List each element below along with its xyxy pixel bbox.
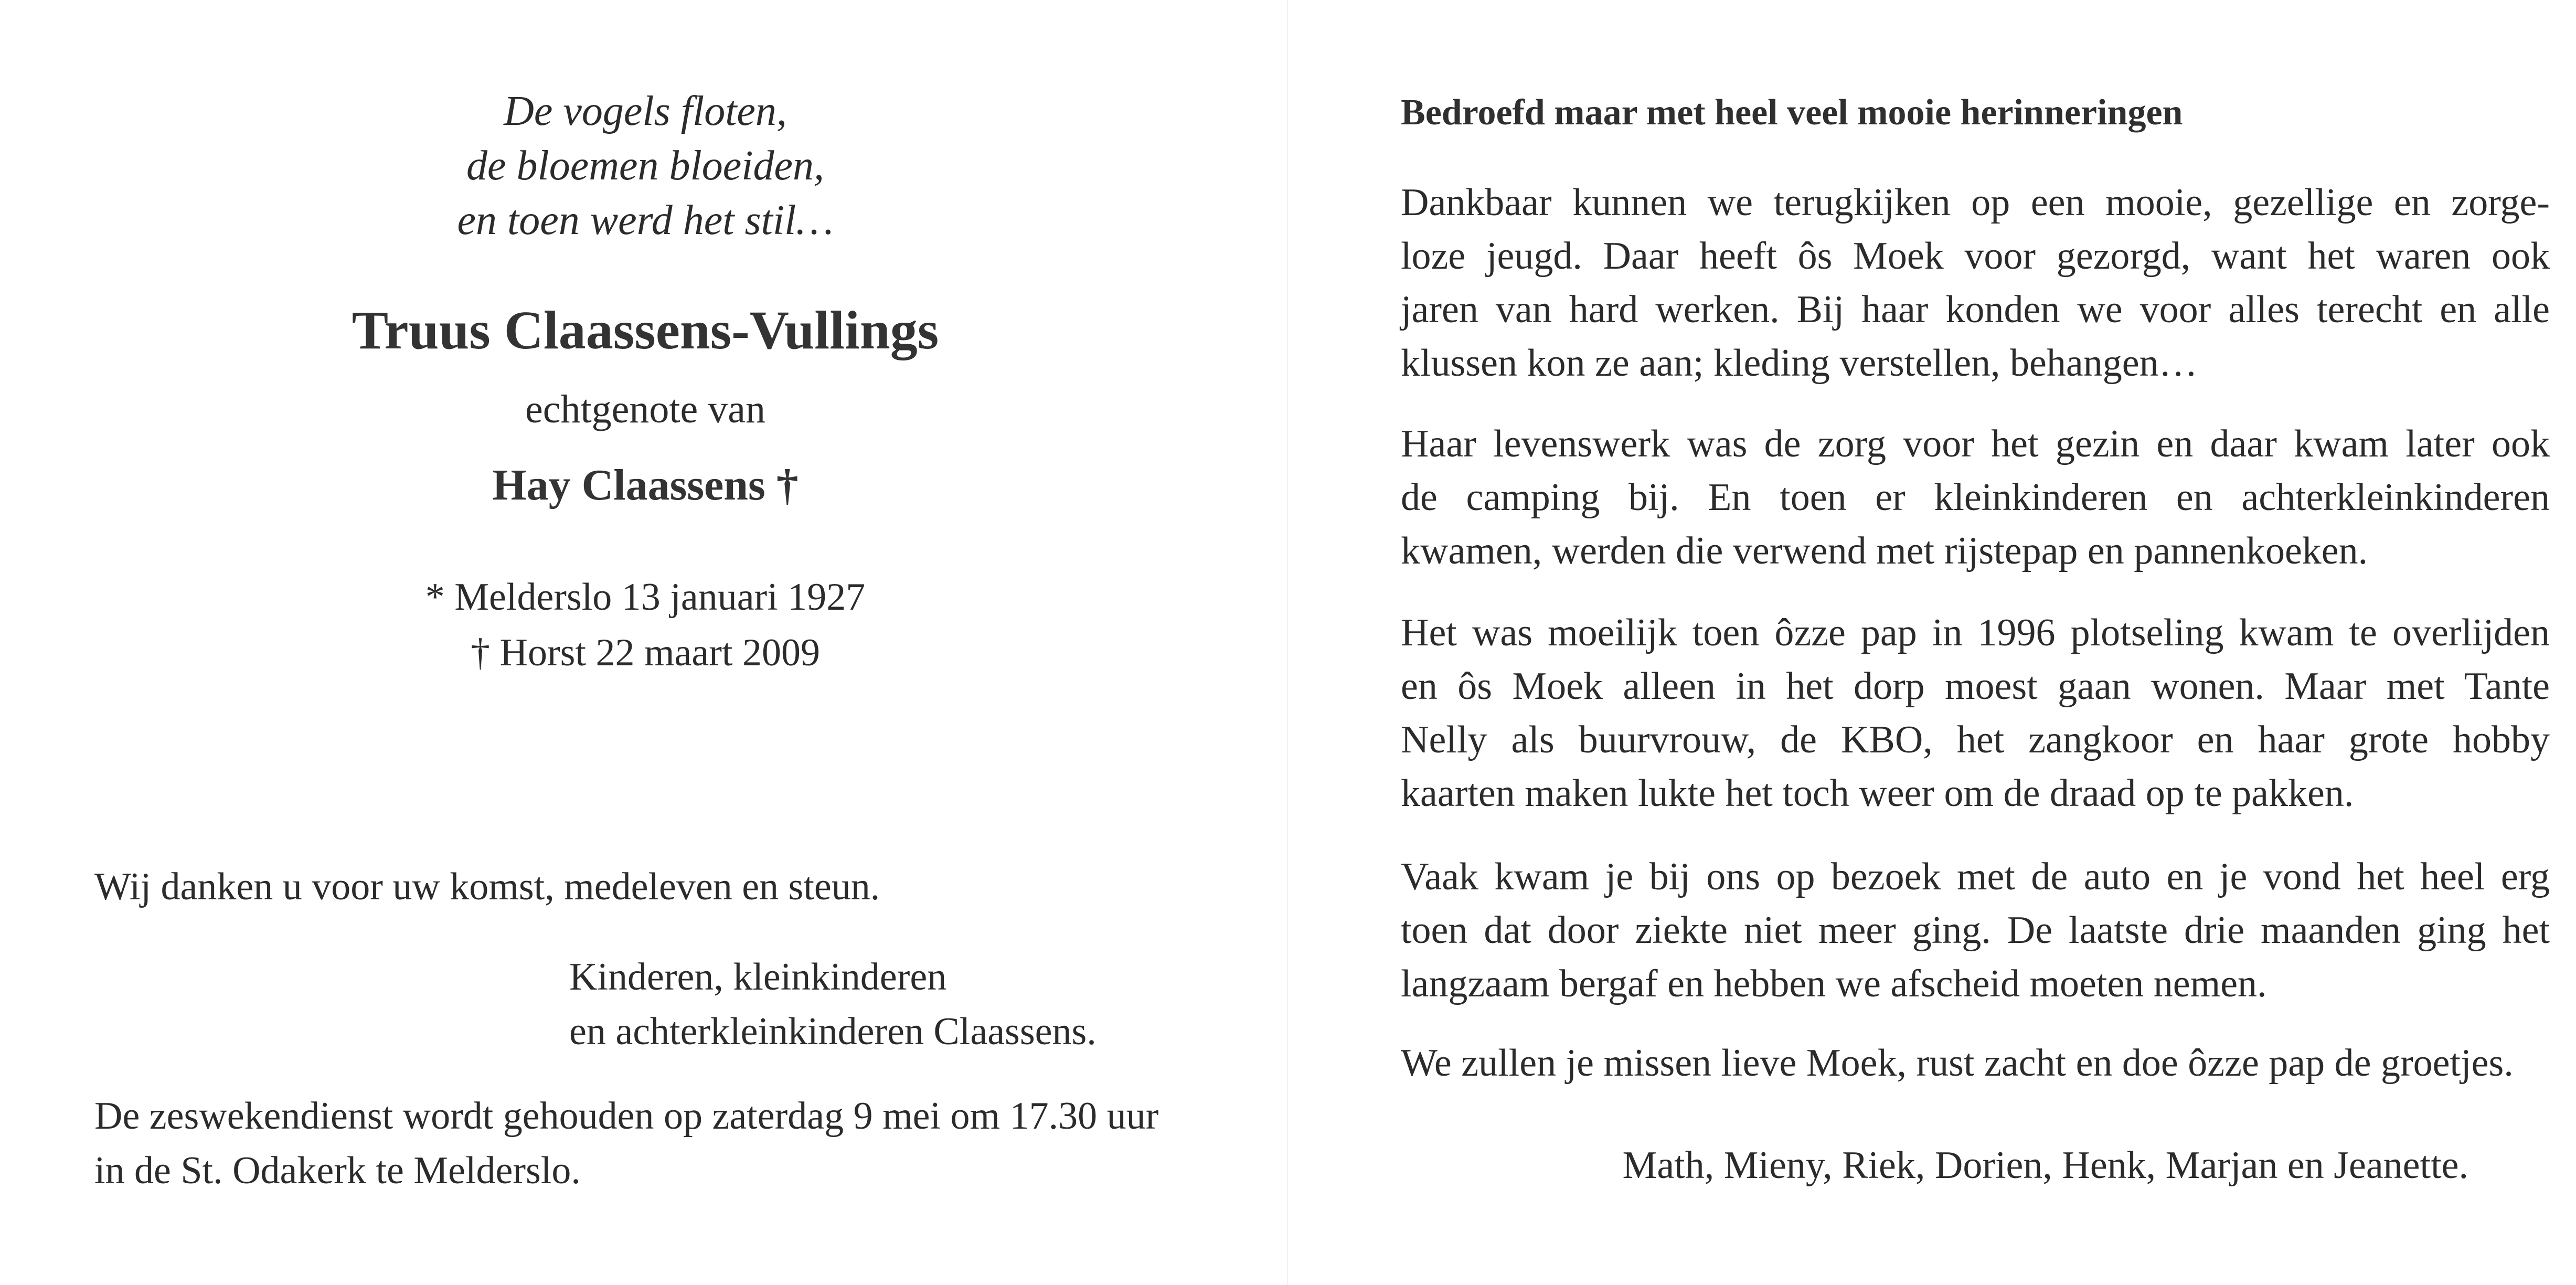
family-line: en achterkleinkinderen Claassens. (569, 1010, 1097, 1053)
memory-paragraph (1401, 417, 2550, 578)
memory-paragraph (1401, 850, 2550, 1011)
deceased-name: Truus Claassens-Vullings (352, 300, 939, 360)
paragraph-line: Dankbaar kunnen we terugkijken op een mooie, gezellige en zorge- (1401, 181, 2550, 224)
death-date: † Horst 22 maart 2009 (471, 631, 820, 674)
spouse-name: Hay Claassens † (492, 461, 799, 509)
life-dates (94, 569, 1196, 681)
paragraph-line: loze jeugd. Daar heeft ôs Moek voor gezorgd, want het waren ook (1401, 235, 2550, 278)
paragraph-line: jaren van hard werken. Bij haar konden we voor alles terecht en alle (1401, 288, 2550, 331)
family-line: Kinderen, kleinkinderen (569, 955, 947, 999)
paragraph-line: en ôs Moek alleen in het dorp moest gaan wonen. Maar met Tante (1401, 665, 2550, 708)
paragraph-line: kwamen, werden die verwend met rijstepap en pannenkoeken. (1401, 529, 2368, 572)
paragraph-line: langzaam bergaf en hebben we afscheid moeten nemen. (1401, 962, 2267, 1005)
service-line: in de St. Odakerk te Melderslo. (94, 1149, 581, 1192)
paragraph-line: Het was moeilijk toen ôzze pap in 1996 plotseling kwam te overlijden (1401, 611, 2550, 654)
paragraph-line: Haar levenswerk was de zorg voor het gezin en daar kwam later ook (1401, 422, 2550, 465)
paragraph-line: Vaak kwam je bij ons op bezoek met de auto en je vond het heel erg (1401, 855, 2550, 898)
poem-line: De vogels floten, (504, 88, 787, 134)
memory-paragraph (1401, 606, 2550, 820)
paragraph-line: Nelly als buurvrouw, de KBO, het zangkoor en haar grote hobby (1401, 718, 2550, 761)
right-page (1288, 0, 2576, 1285)
paragraph-line: We zullen je missen lieve Moek, rust zacht en doe ôzze pap de groetjes. (1401, 1042, 2514, 1085)
spouse-label: echtgenote van (525, 387, 765, 431)
children-signatures: Math, Mieny, Riek, Dorien, Henk, Marjan en Jeanette. (1622, 1144, 2468, 1187)
service-notice (94, 1089, 1259, 1198)
paragraph-line: kaarten maken lukte het toch weer om de draad op te pakken. (1401, 772, 2354, 815)
poem-line: de bloemen bloeiden, (466, 143, 824, 189)
thanks-text: Wij danken u voor uw komst, medeleven en steun. (94, 865, 880, 908)
family-signature (569, 950, 1251, 1059)
memories-heading: Bedroefd maar met heel veel mooie herinneringen (1401, 92, 2183, 133)
paragraph-line: toen dat door ziekte niet meer ging. De laatste drie maanden ging het (1401, 909, 2550, 952)
service-line: De zeswekendienst wordt gehouden op zaterdag 9 mei om 17.30 uur (94, 1095, 1159, 1138)
birth-date: * Melderslo 13 januari 1927 (425, 576, 866, 619)
poem (94, 84, 1196, 248)
memory-paragraph (1401, 176, 2550, 390)
paragraph-line: klussen kon ze aan; kleding verstellen, behangen… (1401, 342, 2198, 385)
poem-line: en toen werd het stil… (457, 197, 834, 243)
memory-paragraph (1401, 1036, 2550, 1090)
paragraph-line: de camping bij. En toen er kleinkinderen en achterkleinkinderen (1401, 476, 2550, 519)
